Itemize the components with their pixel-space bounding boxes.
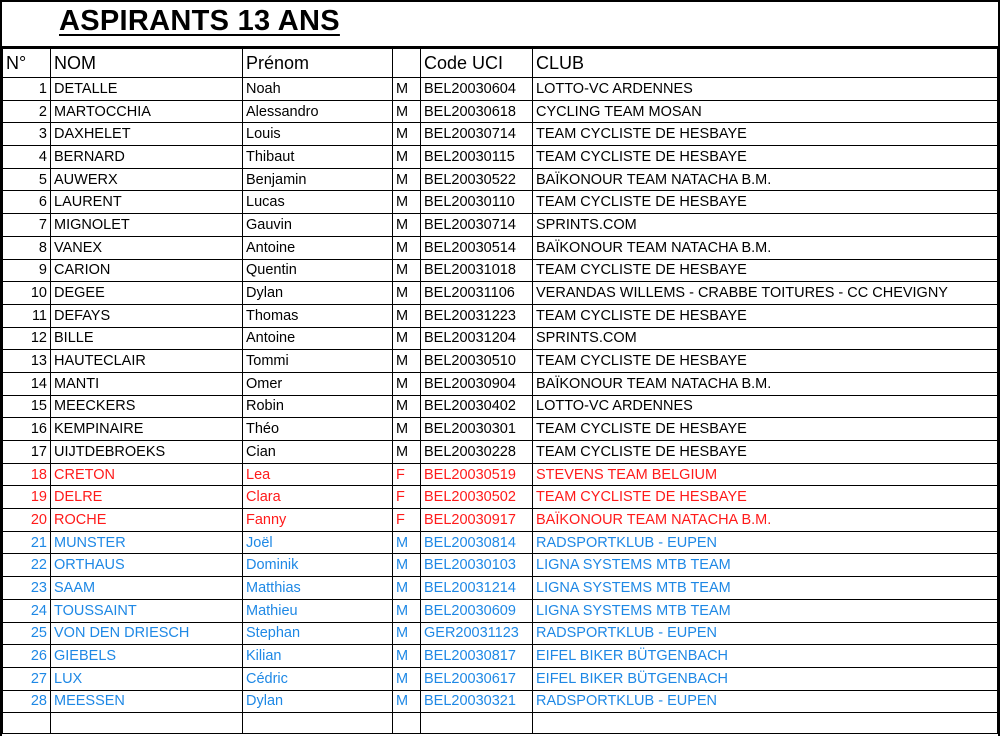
cell-nom: MIGNOLET — [51, 214, 243, 237]
cell-club: LIGNA SYSTEMS MTB TEAM — [533, 554, 998, 577]
cell-club: TEAM CYCLISTE DE HESBAYE — [533, 486, 998, 509]
cell-sex: M — [393, 191, 421, 214]
cell-uci: BEL20031106 — [421, 282, 533, 305]
cell-prenom: Robin — [243, 395, 393, 418]
header-prenom: Prénom — [243, 49, 393, 78]
cell-club: TEAM CYCLISTE DE HESBAYE — [533, 146, 998, 169]
header-uci: Code UCI — [421, 49, 533, 78]
cell-num: 17 — [3, 441, 51, 464]
cell-nom: UIJTDEBROEKS — [51, 441, 243, 464]
cell-num: 13 — [3, 350, 51, 373]
cell-uci: BEL20030817 — [421, 645, 533, 668]
table-row — [3, 123, 998, 146]
cell-uci: BEL20030228 — [421, 441, 533, 464]
cell-prenom: Joël — [243, 531, 393, 554]
cell-prenom: Antoine — [243, 327, 393, 350]
cell-sex: F — [393, 509, 421, 532]
cell-club: TEAM CYCLISTE DE HESBAYE — [533, 259, 998, 282]
cell-uci: BEL20030321 — [421, 690, 533, 713]
cell-sex: M — [393, 690, 421, 713]
table-row — [3, 214, 998, 237]
cell-nom: DELRE — [51, 486, 243, 509]
cell-prenom: Kilian — [243, 645, 393, 668]
cell-club: TEAM CYCLISTE DE HESBAYE — [533, 350, 998, 373]
table-row — [3, 531, 998, 554]
cell-prenom: Matthias — [243, 577, 393, 600]
empty-cell — [51, 713, 243, 734]
cell-sex: M — [393, 395, 421, 418]
cell-club: SPRINTS.COM — [533, 327, 998, 350]
cell-club: RADSPORTKLUB - EUPEN — [533, 531, 998, 554]
cell-prenom: Antoine — [243, 236, 393, 259]
cell-num: 19 — [3, 486, 51, 509]
cell-prenom: Omer — [243, 372, 393, 395]
cell-num: 15 — [3, 395, 51, 418]
table-row — [3, 304, 998, 327]
cell-nom: VANEX — [51, 236, 243, 259]
cell-sex: M — [393, 441, 421, 464]
cell-nom: BERNARD — [51, 146, 243, 169]
cell-sex: M — [393, 168, 421, 191]
cell-num: 21 — [3, 531, 51, 554]
cell-sex: M — [393, 645, 421, 668]
cell-num: 7 — [3, 214, 51, 237]
table-header-row — [3, 49, 998, 78]
cell-sex: M — [393, 214, 421, 237]
cell-sex: M — [393, 599, 421, 622]
cell-prenom: Gauvin — [243, 214, 393, 237]
cell-uci: BEL20030103 — [421, 554, 533, 577]
cell-prenom: Dylan — [243, 282, 393, 305]
cell-uci: BEL20030917 — [421, 509, 533, 532]
cell-num: 5 — [3, 168, 51, 191]
cell-uci: GER20031123 — [421, 622, 533, 645]
header-num: N° — [3, 49, 51, 78]
cell-sex: F — [393, 486, 421, 509]
table-row — [3, 622, 998, 645]
table-row — [3, 236, 998, 259]
cell-num: 23 — [3, 577, 51, 600]
cell-nom: HAUTECLAIR — [51, 350, 243, 373]
cell-club: TEAM CYCLISTE DE HESBAYE — [533, 191, 998, 214]
header-club: CLUB — [533, 49, 998, 78]
cell-prenom: Tommi — [243, 350, 393, 373]
cell-num: 9 — [3, 259, 51, 282]
cell-sex: F — [393, 463, 421, 486]
table-row — [3, 418, 998, 441]
cell-nom: MEESSEN — [51, 690, 243, 713]
cell-sex: M — [393, 350, 421, 373]
cell-num: 22 — [3, 554, 51, 577]
table-row — [3, 372, 998, 395]
cell-uci: BEL20030618 — [421, 100, 533, 123]
cell-sex: M — [393, 282, 421, 305]
cell-sex: M — [393, 259, 421, 282]
cell-club: EIFEL BIKER BÜTGENBACH — [533, 645, 998, 668]
cell-club: TEAM CYCLISTE DE HESBAYE — [533, 123, 998, 146]
cell-uci: BEL20030301 — [421, 418, 533, 441]
cell-nom: DETALLE — [51, 78, 243, 101]
cell-club: SPRINTS.COM — [533, 214, 998, 237]
cell-num: 12 — [3, 327, 51, 350]
cell-uci: BEL20030617 — [421, 667, 533, 690]
cell-prenom: Stephan — [243, 622, 393, 645]
cell-num: 18 — [3, 463, 51, 486]
cell-uci: BEL20030514 — [421, 236, 533, 259]
cell-nom: KEMPINAIRE — [51, 418, 243, 441]
cell-prenom: Cian — [243, 441, 393, 464]
cell-nom: MARTOCCHIA — [51, 100, 243, 123]
cell-prenom: Lucas — [243, 191, 393, 214]
cell-num: 24 — [3, 599, 51, 622]
cell-club: TEAM CYCLISTE DE HESBAYE — [533, 418, 998, 441]
table-row — [3, 645, 998, 668]
cell-uci: BEL20030604 — [421, 78, 533, 101]
cell-nom: SAAM — [51, 577, 243, 600]
empty-cell — [393, 713, 421, 734]
header-sex — [393, 49, 421, 78]
cell-prenom: Thibaut — [243, 146, 393, 169]
cell-num: 1 — [3, 78, 51, 101]
cell-nom: LAURENT — [51, 191, 243, 214]
empty-cell — [533, 713, 998, 734]
cell-club: RADSPORTKLUB - EUPEN — [533, 622, 998, 645]
empty-cell — [421, 713, 533, 734]
cell-prenom: Benjamin — [243, 168, 393, 191]
cell-club: LIGNA SYSTEMS MTB TEAM — [533, 599, 998, 622]
cell-num: 14 — [3, 372, 51, 395]
cell-uci: BEL20030522 — [421, 168, 533, 191]
cell-sex: M — [393, 146, 421, 169]
page-title: ASPIRANTS 13 ANS — [59, 5, 340, 37]
cell-nom: DAXHELET — [51, 123, 243, 146]
cell-sex: M — [393, 327, 421, 350]
cell-nom: DEFAYS — [51, 304, 243, 327]
cell-nom: AUWERX — [51, 168, 243, 191]
cell-club: BAÏKONOUR TEAM NATACHA B.M. — [533, 372, 998, 395]
cell-prenom: Fanny — [243, 509, 393, 532]
cell-club: BAÏKONOUR TEAM NATACHA B.M. — [533, 236, 998, 259]
cell-uci: BEL20030814 — [421, 531, 533, 554]
cell-nom: DEGEE — [51, 282, 243, 305]
cell-club: RADSPORTKLUB - EUPEN — [533, 690, 998, 713]
cell-uci: BEL20030714 — [421, 123, 533, 146]
cell-num: 3 — [3, 123, 51, 146]
cell-uci: BEL20031018 — [421, 259, 533, 282]
cell-nom: LUX — [51, 667, 243, 690]
cell-num: 11 — [3, 304, 51, 327]
cell-club: EIFEL BIKER BÜTGENBACH — [533, 667, 998, 690]
cell-prenom: Clara — [243, 486, 393, 509]
cell-sex: M — [393, 78, 421, 101]
cell-sex: M — [393, 577, 421, 600]
empty-cell — [243, 713, 393, 734]
cell-prenom: Alessandro — [243, 100, 393, 123]
cell-club: TEAM CYCLISTE DE HESBAYE — [533, 304, 998, 327]
cell-uci: BEL20030714 — [421, 214, 533, 237]
cell-club: VERANDAS WILLEMS - CRABBE TOITURES - CC CHEVIGNY — [533, 282, 998, 305]
cell-prenom: Mathieu — [243, 599, 393, 622]
cell-nom: MEECKERS — [51, 395, 243, 418]
cell-nom: CARION — [51, 259, 243, 282]
cell-sex: M — [393, 236, 421, 259]
table-row — [3, 327, 998, 350]
cell-num: 10 — [3, 282, 51, 305]
table-row — [3, 463, 998, 486]
cell-nom: ROCHE — [51, 509, 243, 532]
cell-prenom: Dominik — [243, 554, 393, 577]
cell-num: 28 — [3, 690, 51, 713]
table-row — [3, 509, 998, 532]
table-row — [3, 667, 998, 690]
title-row — [2, 2, 998, 48]
cell-sex: M — [393, 418, 421, 441]
cell-uci: BEL20030519 — [421, 463, 533, 486]
table-row — [3, 486, 998, 509]
cell-prenom: Louis — [243, 123, 393, 146]
cell-prenom: Thomas — [243, 304, 393, 327]
cell-nom: GIEBELS — [51, 645, 243, 668]
cell-prenom: Cédric — [243, 667, 393, 690]
cell-num: 4 — [3, 146, 51, 169]
cell-club: CYCLING TEAM MOSAN — [533, 100, 998, 123]
table-row — [3, 78, 998, 101]
cell-uci: BEL20031223 — [421, 304, 533, 327]
cell-num: 8 — [3, 236, 51, 259]
cell-prenom: Théo — [243, 418, 393, 441]
cell-sex: M — [393, 531, 421, 554]
cell-sex: M — [393, 100, 421, 123]
cell-nom: TOUSSAINT — [51, 599, 243, 622]
table-row — [3, 577, 998, 600]
cell-sex: M — [393, 304, 421, 327]
cell-club: LOTTO-VC ARDENNES — [533, 395, 998, 418]
header-nom: NOM — [51, 49, 243, 78]
cell-club: STEVENS TEAM BELGIUM — [533, 463, 998, 486]
cell-club: TEAM CYCLISTE DE HESBAYE — [533, 441, 998, 464]
cell-uci: BEL20030510 — [421, 350, 533, 373]
table-row — [3, 554, 998, 577]
cell-sex: M — [393, 622, 421, 645]
cell-uci: BEL20031204 — [421, 327, 533, 350]
table-row — [3, 599, 998, 622]
cell-uci: BEL20030502 — [421, 486, 533, 509]
cell-uci: BEL20030115 — [421, 146, 533, 169]
cell-nom: MUNSTER — [51, 531, 243, 554]
cell-num: 6 — [3, 191, 51, 214]
table-row — [3, 441, 998, 464]
cell-num: 26 — [3, 645, 51, 668]
cell-nom: VON DEN DRIESCH — [51, 622, 243, 645]
cell-num: 16 — [3, 418, 51, 441]
cell-nom: MANTI — [51, 372, 243, 395]
cell-sex: M — [393, 372, 421, 395]
table-row — [3, 350, 998, 373]
cell-num: 20 — [3, 509, 51, 532]
table-row — [3, 282, 998, 305]
table-row — [3, 395, 998, 418]
cell-uci: BEL20031214 — [421, 577, 533, 600]
table-row — [3, 191, 998, 214]
cell-club: LOTTO-VC ARDENNES — [533, 78, 998, 101]
table-row — [3, 259, 998, 282]
cell-uci: BEL20030609 — [421, 599, 533, 622]
cell-club: BAÏKONOUR TEAM NATACHA B.M. — [533, 168, 998, 191]
cell-num: 2 — [3, 100, 51, 123]
cell-sex: M — [393, 123, 421, 146]
table-row — [3, 100, 998, 123]
cell-prenom: Noah — [243, 78, 393, 101]
cell-num: 27 — [3, 667, 51, 690]
cell-sex: M — [393, 554, 421, 577]
cell-nom: BILLE — [51, 327, 243, 350]
cell-prenom: Quentin — [243, 259, 393, 282]
cell-num: 25 — [3, 622, 51, 645]
table-row — [3, 690, 998, 713]
cell-club: BAÏKONOUR TEAM NATACHA B.M. — [533, 509, 998, 532]
table-row — [3, 168, 998, 191]
table-row — [3, 146, 998, 169]
cell-uci: BEL20030904 — [421, 372, 533, 395]
cell-club: LIGNA SYSTEMS MTB TEAM — [533, 577, 998, 600]
empty-cell — [3, 713, 51, 734]
riders-table — [2, 48, 998, 734]
cell-prenom: Lea — [243, 463, 393, 486]
cell-uci: BEL20030110 — [421, 191, 533, 214]
riders-table-body — [3, 49, 998, 734]
empty-row — [3, 713, 998, 734]
cell-prenom: Dylan — [243, 690, 393, 713]
cell-nom: ORTHAUS — [51, 554, 243, 577]
cell-uci: BEL20030402 — [421, 395, 533, 418]
cell-nom: CRETON — [51, 463, 243, 486]
cell-sex: M — [393, 667, 421, 690]
